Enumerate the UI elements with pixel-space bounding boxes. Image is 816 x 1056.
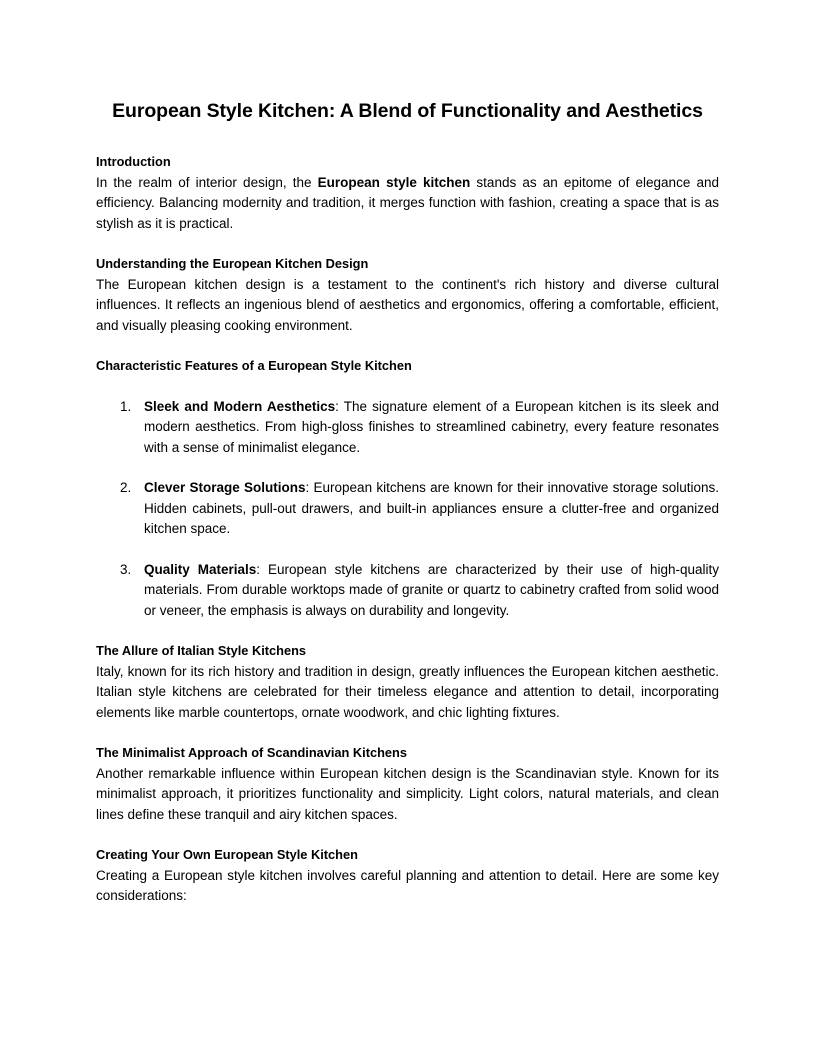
creating-paragraph: Creating a European style kitchen involves careful planning and attention to detail. Here are some key considerations: <box>96 867 719 903</box>
document-title: European Style Kitchen: A Blend of Functionality and Aesthetics <box>112 100 703 122</box>
feature-item-storage <box>96 478 719 540</box>
section-understanding <box>96 254 719 336</box>
introduction-heading: Introduction <box>96 154 171 169</box>
introduction-paragraph <box>96 173 719 235</box>
feature-text: : European style kitchens are characterized by their use of high-quality materials. From durable worktops made of granite or quartz to cabinetry crafted from solid wood or veneer, the emphasis is always on durability and longevity. <box>144 561 719 618</box>
introduction-text-end: stands as an epitome of elegance and efficiency. Balancing modernity and tradition, it merges function with fashion, creating a space that is as stylish as it is practical. <box>96 174 719 231</box>
feature-number: 1. <box>120 398 132 414</box>
introduction-text-start: In the realm of interior design, the <box>96 174 318 190</box>
feature-text: : The signature element of a European kitchen is its sleek and modern aesthetics. From high-gloss finishes to streamlined cabinetry, every feature resonates with a sense of minimalist elegance. <box>144 398 719 455</box>
feature-title: Clever Storage Solutions <box>144 480 306 495</box>
italian-heading: The Allure of Italian Style Kitchens <box>96 643 307 658</box>
feature-title: Sleek and Modern Aesthetics <box>144 398 336 414</box>
document-page <box>96 96 719 927</box>
feature-item-materials <box>96 560 719 622</box>
features-heading: Characteristic Features of a European Style Kitchen <box>96 358 412 373</box>
section-creating <box>96 845 719 907</box>
understanding-paragraph: The European kitchen design is a testament to the continent's rich history and diverse cultural influences. It reflects an ingenious blend of aesthetics and ergonomics, offering a comfortable, efficient, and visually pleasing cooking environment. <box>96 276 719 333</box>
italian-paragraph: Italy, known for its rich history and tradition in design, greatly influences the European kitchen aesthetic. Italian style kitchens are celebrated for their timeless elegance and attention to detail, incorporating elements like marble countertops, ornate woodwork, and chic lighting fixtures. <box>96 663 719 720</box>
section-introduction <box>96 152 719 234</box>
scandinavian-heading: The Minimalist Approach of Scandinavian Kitchens <box>96 745 407 760</box>
feature-title: Quality Materials <box>144 561 257 577</box>
feature-item-sleek <box>96 397 719 459</box>
feature-number: 3. <box>120 561 132 577</box>
introduction-bold-term: European style kitchen <box>317 174 471 190</box>
features-list <box>96 397 719 622</box>
feature-number: 2. <box>120 480 132 495</box>
understanding-heading: Understanding the European Kitchen Design <box>96 256 369 271</box>
creating-heading: Creating Your Own European Style Kitchen <box>96 847 358 862</box>
feature-text: : European kitchens are known for their innovative storage solutions. Hidden cabinets, pull-out drawers, and built-in appliances ensure a clutter-free and organized kitchen space. <box>144 480 719 536</box>
section-scandinavian <box>96 743 719 825</box>
section-italian <box>96 641 719 723</box>
scandinavian-paragraph: Another remarkable influence within European kitchen design is the Scandinavian style. Known for its minimalist approach, it prioritizes functionality and simplicity. Light colors, natural materials, and clean lines define these tranquil and airy kitchen spaces. <box>96 765 719 822</box>
